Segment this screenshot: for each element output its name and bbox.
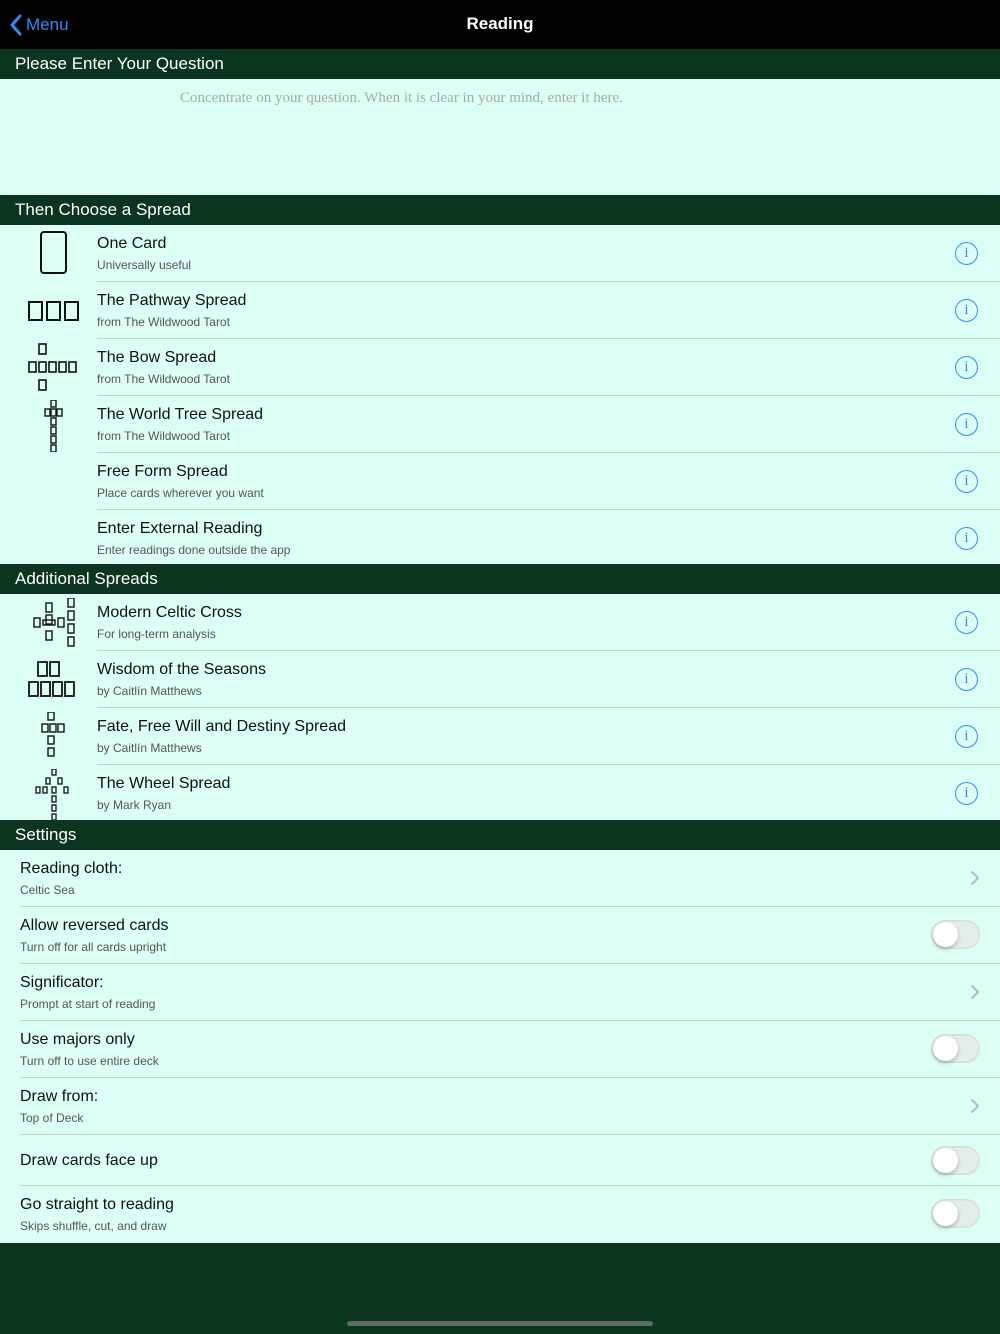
setting-title: Draw cards face up xyxy=(20,1152,158,1169)
back-label: Menu xyxy=(26,15,69,34)
info-icon[interactable]: i xyxy=(955,527,978,550)
wheel-spread-icon xyxy=(24,769,84,819)
spread-row-celtic-cross[interactable] xyxy=(0,594,1000,651)
spreads-list xyxy=(0,225,1000,567)
spread-subtitle: from The Wildwood Tarot xyxy=(97,429,230,443)
nav-bar xyxy=(0,0,1000,49)
info-icon[interactable]: i xyxy=(955,299,978,322)
spread-row-bow[interactable] xyxy=(0,339,1000,396)
setting-title: Allow reversed cards xyxy=(20,917,169,934)
setting-significator[interactable] xyxy=(0,964,1000,1021)
spread-title: The Pathway Spread xyxy=(97,292,247,309)
celtic-cross-spread-icon xyxy=(24,598,84,648)
spread-title: One Card xyxy=(97,235,167,252)
spread-row-pathway[interactable] xyxy=(0,282,1000,339)
info-icon[interactable]: i xyxy=(955,782,978,805)
setting-title: Use majors only xyxy=(20,1031,135,1048)
info-icon[interactable]: i xyxy=(955,668,978,691)
question-placeholder: Concentrate on your question. When it is clear in your mind, enter it here. xyxy=(180,90,623,106)
setting-allow-reversed xyxy=(0,907,1000,964)
info-icon[interactable]: i xyxy=(955,470,978,493)
chevron-right-icon xyxy=(970,1098,980,1114)
spread-row-seasons[interactable] xyxy=(0,651,1000,708)
setting-face-up xyxy=(0,1135,1000,1186)
seasons-spread-icon xyxy=(24,655,84,705)
chevron-right-icon xyxy=(970,984,980,1000)
toggle-knob xyxy=(933,922,958,947)
spread-subtitle: by Mark Ryan xyxy=(97,798,172,812)
spread-row-free-form[interactable] xyxy=(0,453,1000,510)
spread-subtitle: Enter readings done outside the app xyxy=(97,543,291,557)
fate-spread-icon xyxy=(24,712,84,762)
additional-section-header: Additional Spreads xyxy=(0,564,1000,594)
toggle-knob xyxy=(933,1201,958,1226)
spread-subtitle: by Caitlín Matthews xyxy=(97,741,202,755)
setting-value: Celtic Sea xyxy=(20,883,75,897)
spread-row-external[interactable] xyxy=(0,510,1000,567)
spread-subtitle: by Caitlín Matthews xyxy=(97,684,202,698)
setting-majors-only xyxy=(0,1021,1000,1078)
info-icon[interactable]: i xyxy=(955,413,978,436)
settings-section-header: Settings xyxy=(0,820,1000,850)
world-tree-spread-icon xyxy=(24,400,84,450)
settings-list xyxy=(0,850,1000,1243)
setting-subtitle: Turn off to use entire deck xyxy=(20,1054,159,1068)
setting-title: Reading cloth: xyxy=(20,860,123,877)
info-icon[interactable]: i xyxy=(955,356,978,379)
straight-to-reading-toggle[interactable] xyxy=(931,1199,980,1228)
spread-title: Free Form Spread xyxy=(97,463,228,480)
question-section-header: Please Enter Your Question xyxy=(0,49,1000,79)
setting-reading-cloth[interactable] xyxy=(0,850,1000,907)
setting-title: Go straight to reading xyxy=(20,1196,174,1213)
spread-subtitle: from The Wildwood Tarot xyxy=(97,315,230,329)
additional-spreads-list xyxy=(0,594,1000,822)
spread-title: The World Tree Spread xyxy=(97,406,264,423)
setting-value: Top of Deck xyxy=(20,1111,84,1125)
toggle-knob xyxy=(933,1148,958,1173)
setting-subtitle: Turn off for all cards upright xyxy=(20,940,167,954)
bow-spread-icon xyxy=(24,343,84,393)
spread-title: The Wheel Spread xyxy=(97,775,231,792)
one-card-spread-icon xyxy=(24,229,84,279)
spread-row-fate[interactable] xyxy=(0,708,1000,765)
chevron-right-icon xyxy=(970,870,980,886)
spread-title: Modern Celtic Cross xyxy=(97,604,242,621)
home-indicator xyxy=(347,1321,653,1326)
info-icon[interactable]: i xyxy=(955,725,978,748)
spread-row-wheel[interactable] xyxy=(0,765,1000,822)
toggle-knob xyxy=(933,1036,958,1061)
majors-only-toggle[interactable] xyxy=(931,1034,980,1063)
spread-title: Wisdom of the Seasons xyxy=(97,661,266,678)
page-title: Reading xyxy=(466,14,534,33)
setting-straight-to-reading xyxy=(0,1186,1000,1243)
info-icon[interactable]: i xyxy=(955,242,978,265)
spread-title: Enter External Reading xyxy=(97,520,263,537)
spread-subtitle: from The Wildwood Tarot xyxy=(97,372,230,386)
info-icon[interactable]: i xyxy=(955,611,978,634)
setting-subtitle: Skips shuffle, cut, and draw xyxy=(20,1219,167,1233)
pathway-spread-icon xyxy=(24,286,84,336)
spread-title: The Bow Spread xyxy=(97,349,217,366)
setting-value: Prompt at start of reading xyxy=(20,997,156,1011)
spread-subtitle: For long-term analysis xyxy=(97,627,216,641)
setting-title: Draw from: xyxy=(20,1088,99,1105)
spread-subtitle: Place cards wherever you want xyxy=(97,486,264,500)
spread-row-world-tree[interactable] xyxy=(0,396,1000,453)
spreads-section-header: Then Choose a Spread xyxy=(0,195,1000,225)
spread-title: Fate, Free Will and Destiny Spread xyxy=(97,718,346,735)
spread-row-one-card[interactable] xyxy=(0,225,1000,282)
spread-subtitle: Universally useful xyxy=(97,258,192,272)
allow-reversed-toggle[interactable] xyxy=(931,920,980,949)
setting-draw-from[interactable] xyxy=(0,1078,1000,1135)
question-input[interactable] xyxy=(0,79,1000,195)
setting-title: Significator: xyxy=(20,974,104,991)
face-up-toggle[interactable] xyxy=(931,1146,980,1175)
